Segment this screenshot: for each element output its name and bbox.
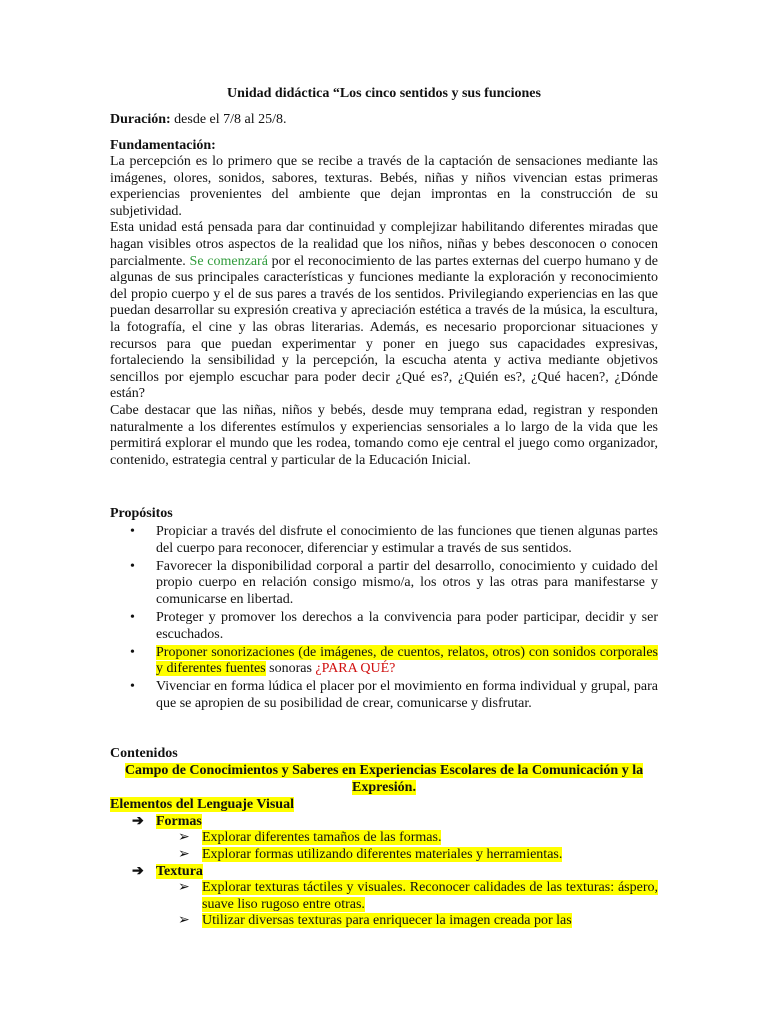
propositos-item-highlighted-text: Proponer sonorizaciones (de imágenes, de cuentos, relatos, otros) con sonidos corporales y diferentes fuentes bbox=[156, 644, 658, 677]
textura-item-text: Utilizar diversas texturas para enriquecer la imagen creada por las bbox=[202, 913, 572, 928]
arrow-right-icon: ➔ bbox=[132, 814, 144, 829]
document-title: Unidad didáctica “Los cinco sentidos y sus funciones bbox=[227, 86, 541, 101]
propositos-item bbox=[110, 679, 658, 712]
fundamentacion-paragraph-2 bbox=[110, 220, 658, 403]
propositos-item-text: Proteger y promover los derechos a la convivencia para poder participar, decidir y ser escuchados. bbox=[156, 609, 658, 642]
fundamentacion-paragraph-1: La percepción es lo primero que se recibe a través de la captación de sensaciones mediante las imágenes, olores, sonidos, sabores, texturas. Bebés, niñas y niños vivencian estas primeras experiencias provenientes del ambiente que dejan improntas en la construcción de su subjetividad. bbox=[110, 154, 658, 219]
duracion-line bbox=[110, 112, 287, 129]
propositos-item bbox=[110, 559, 658, 609]
textura-heading bbox=[132, 864, 203, 881]
propositos-item-text: Vivenciar en forma lúdica el placer por el movimiento en forma individual y grupal, para que se apropien de su posibilidad de crear, comunicarse y disfrutar. bbox=[156, 679, 658, 711]
propositos-item-red-text: ¿PARA QUÉ? bbox=[315, 661, 396, 677]
propositos-item-plain-text: sonoras bbox=[265, 661, 316, 677]
campo-heading bbox=[110, 763, 658, 796]
fundamentacion-p2-green-text: Se comenzará bbox=[189, 253, 268, 269]
fundamentacion-paragraph-3: Cabe destacar que las niñas, niños y bebés, desde muy temprana edad, registran y responden naturalmente a los diferentes estímulos y experiencias sensoriales a lo largo de la vida que les permitirá explorar el mundo que les rodea, tomando como eje central el juego como organizador, contenido, estrategia central y particular de la Educación Inicial. bbox=[110, 402, 658, 468]
elementos-heading-text: Elementos del Lenguaje Visual bbox=[110, 797, 294, 812]
textura-item bbox=[178, 913, 658, 930]
textura-item-text: Explorar texturas táctiles y visuales. Reconocer calidades de las texturas: áspero, suave liso rugoso entre otras. bbox=[202, 880, 658, 912]
propositos-item-text: Favorecer la disponibilidad corporal a partir del desarrollo, conocimiento y cuidado del propio cuerpo en relación consigo mismo/a, los otros y las otras para manifestarse y comunicarse en libertad. bbox=[156, 558, 658, 607]
textura-item bbox=[178, 880, 658, 913]
fundamentacion-p2-end: por el reconocimiento de las partes externas del cuerpo humano y de algunas de sus principales características y funciones mediante la exploración y reconocimiento del propio cuerpo y el de sus pares a través de los sentidos. Privilegiando experiencias en las que puedan desarrollar su expresión creativa y apreciación estética a través de la música, la escultura, la fotografía, el cine y las obras literarias. Además, es necesario proporcionar situaciones y recursos para que puedan experimentar y poner en juego sus capacidades expresivas, fortaleciendo la sensibilidad y la percepción, la escucha atenta y activa mediante objetivos sencillos por ejemplo escuchar para poder decir ¿Qué es?, ¿Quién es?, ¿Qué hacen?, ¿Dónde están? bbox=[110, 253, 659, 402]
duracion-label: Duración: bbox=[110, 112, 171, 127]
fundamentacion-body bbox=[110, 154, 658, 469]
triangle-bullet-icon: ➢ bbox=[178, 880, 190, 895]
bullet-icon: • bbox=[130, 679, 135, 695]
duracion-value: desde el 7/8 al 25/8. bbox=[170, 112, 287, 127]
formas-label: Formas bbox=[156, 814, 202, 829]
bullet-icon: • bbox=[130, 609, 135, 625]
fundamentacion-p2-start: Esta unidad está pensada para dar continuidad y complejizar habilitando diferentes miradas que hagan visibles otros aspectos de la realidad que los niños, niñas y bebes desconocen o conocen parcialmente. bbox=[110, 220, 658, 269]
textura-label: Textura bbox=[156, 864, 203, 879]
propositos-item bbox=[110, 524, 658, 557]
arrow-right-icon: ➔ bbox=[132, 864, 144, 879]
propositos-item-text: Propiciar a través del disfrute el conocimiento de las funciones que tienen algunas partes del cuerpo para reconocer, diferenciar y estimular a través de sus sentidos. bbox=[156, 524, 658, 556]
propositos-item bbox=[110, 610, 658, 643]
triangle-bullet-icon: ➢ bbox=[178, 913, 190, 928]
formas-item bbox=[178, 847, 658, 864]
propositos-list bbox=[110, 524, 658, 714]
campo-heading-text: Campo de Conocimientos y Saberes en Experiencias Escolares de la Comunicación y la Expresión. bbox=[124, 763, 644, 795]
bullet-icon: • bbox=[130, 558, 135, 574]
formas-item bbox=[178, 830, 658, 847]
fundamentacion-heading: Fundamentación: bbox=[110, 138, 216, 153]
propositos-heading: Propósitos bbox=[110, 506, 173, 521]
contenidos-heading: Contenidos bbox=[110, 746, 178, 761]
elementos-heading bbox=[110, 797, 294, 814]
formas-heading bbox=[132, 814, 202, 831]
formas-item-text: Explorar formas utilizando diferentes materiales y herramientas. bbox=[202, 847, 563, 862]
triangle-bullet-icon: ➢ bbox=[178, 830, 190, 845]
bullet-icon: • bbox=[130, 644, 135, 660]
propositos-item bbox=[110, 645, 658, 678]
triangle-bullet-icon: ➢ bbox=[178, 847, 190, 862]
bullet-icon: • bbox=[130, 524, 135, 539]
formas-item-text: Explorar diferentes tamaños de las formas. bbox=[202, 830, 442, 845]
